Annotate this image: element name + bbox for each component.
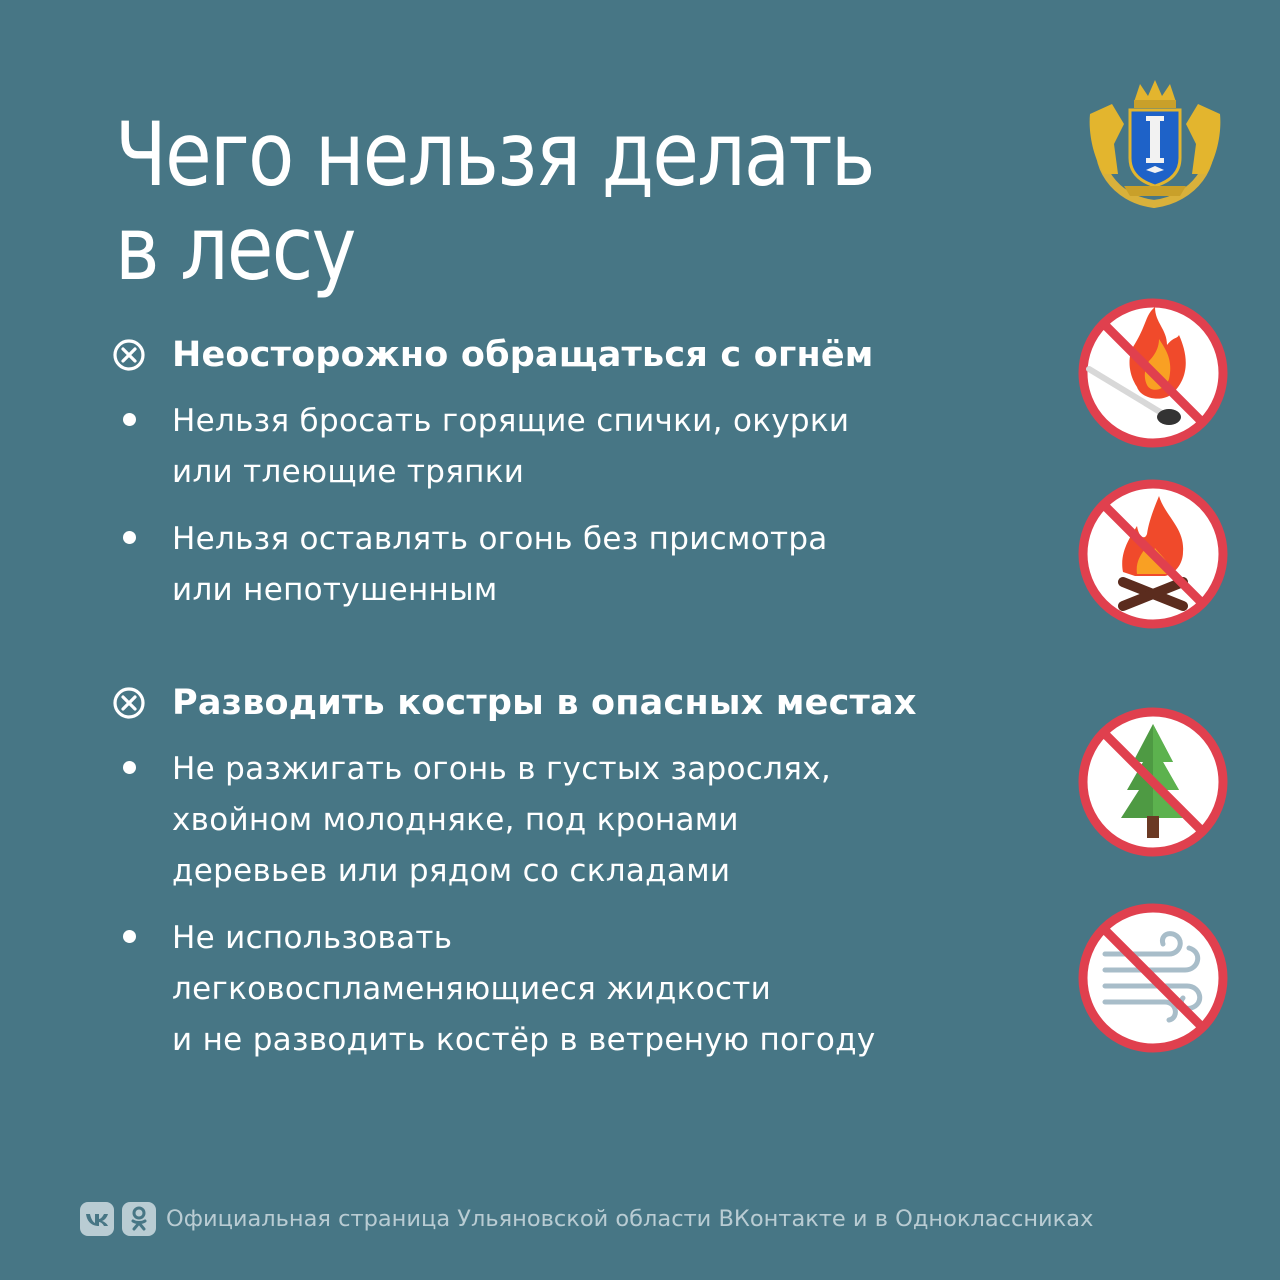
page-title [115, 103, 975, 300]
bullet-dot [123, 531, 136, 544]
bullet-line: и не разводить костёр в ветреную погоду [172, 1022, 876, 1058]
vk-icon[interactable] [80, 1202, 114, 1236]
bullet-dot [123, 413, 136, 426]
bullet-dot [123, 930, 136, 943]
no-campfire-icon [1075, 476, 1231, 632]
bullet-line: или непотушенным [172, 572, 498, 608]
bullet-line: деревьев или рядом со складами [172, 853, 731, 889]
bullet-list [112, 396, 1072, 616]
bullet-text [172, 913, 1072, 1066]
bullet-line: хвойном молодняке, под кронами [172, 802, 739, 838]
no-burning-match-icon [1075, 295, 1231, 451]
bullet-text [172, 744, 1072, 897]
list-item [112, 744, 1072, 897]
circle-x-icon [112, 338, 146, 372]
list-item [112, 396, 1072, 498]
no-wind-icon [1075, 900, 1231, 1056]
circle-x-icon [112, 686, 146, 720]
section-heading-row [112, 330, 1072, 380]
no-forest-fire-icon [1075, 704, 1231, 860]
ulyanovsk-coat-of-arms-icon [1084, 74, 1226, 210]
bullet-text [172, 396, 1072, 498]
section-heading-row [112, 678, 1072, 728]
section-heading: Неосторожно обращаться с огнём [172, 335, 874, 375]
section-heading: Разводить костры в опасных местах [172, 683, 917, 723]
footer-text: Официальная страница Ульяновской области ВКонтакте и в Одноклассниках [166, 1206, 1094, 1232]
odnoklassniki-icon[interactable] [122, 1202, 156, 1236]
list-item [112, 913, 1072, 1066]
title-line-2: в лесу [115, 197, 355, 300]
bullet-dot [123, 761, 136, 774]
bullet-list [112, 744, 1072, 1066]
section-careless-fire [112, 330, 1072, 616]
bullet-text [172, 514, 1072, 616]
bullet-line: Не разжигать огонь в густых зарослях, [172, 751, 832, 787]
bullet-line: Нельзя бросать горящие спички, окурки [172, 403, 850, 439]
bullet-line: Нельзя оставлять огонь без присмотра [172, 521, 828, 557]
list-item [112, 514, 1072, 616]
bullet-line: или тлеющие тряпки [172, 454, 525, 490]
section-dangerous-places [112, 678, 1072, 1066]
footer [80, 1200, 1093, 1238]
title-line-1: Чего нельзя делать [115, 103, 874, 206]
bullet-line: Не использовать [172, 920, 453, 956]
bullet-line: легковоспламеняющиеся жидкости [172, 971, 772, 1007]
